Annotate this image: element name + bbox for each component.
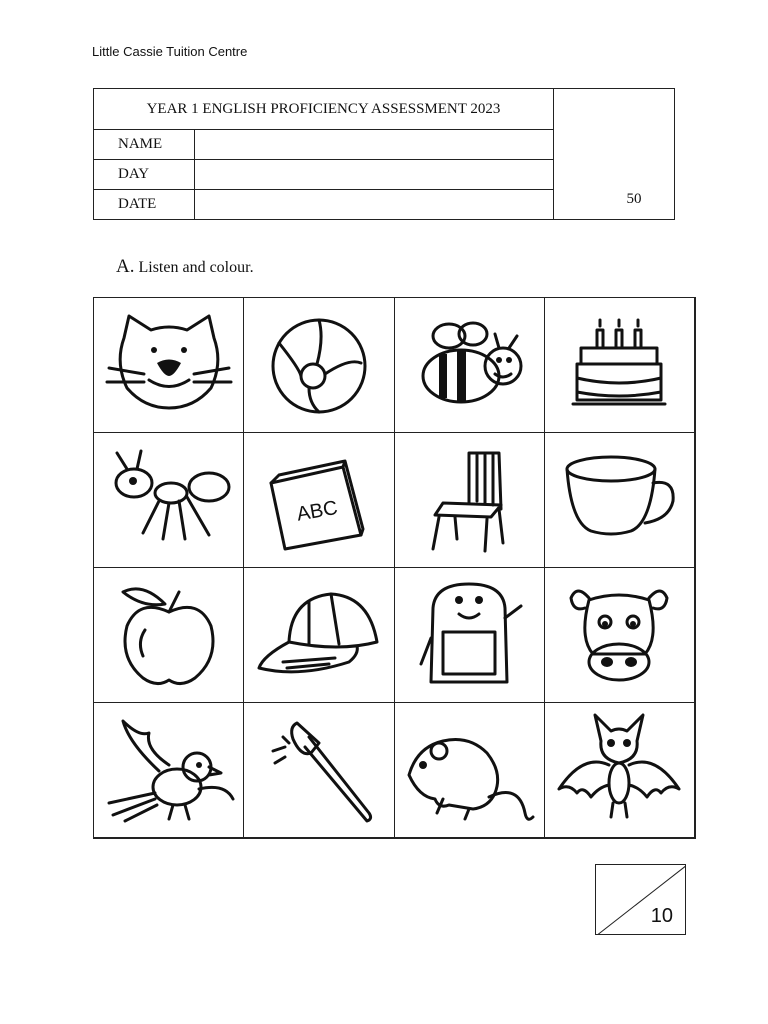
book-icon <box>249 443 389 558</box>
bat-icon <box>549 713 689 828</box>
apple-icon <box>99 578 239 693</box>
bee-icon <box>399 308 539 423</box>
bird-icon <box>99 713 239 828</box>
axe-icon <box>249 713 389 828</box>
cow-icon <box>549 578 689 693</box>
section-a-heading <box>116 256 254 278</box>
picture-cell[interactable] <box>93 567 244 703</box>
section-instruction: Listen and colour. <box>138 259 254 276</box>
picture-grid <box>93 297 696 839</box>
rat-icon <box>399 713 539 828</box>
ball-icon <box>249 308 389 423</box>
chair-icon <box>399 443 539 558</box>
picture-cell[interactable] <box>243 297 394 433</box>
section-letter: A. <box>116 256 135 277</box>
cake-icon <box>549 308 689 423</box>
assessment-title: YEAR 1 ENGLISH PROFICIENCY ASSESSMENT 2023 <box>94 89 554 130</box>
picture-cell[interactable] <box>93 297 244 433</box>
picture-cell[interactable] <box>93 432 244 568</box>
section-score: 10 <box>650 905 673 927</box>
cup-icon <box>549 443 689 558</box>
picture-cell[interactable] <box>394 702 545 838</box>
student-info-table <box>93 88 675 220</box>
picture-cell[interactable] <box>544 297 695 433</box>
total-marks: 50 <box>554 89 675 220</box>
book-label: ABC <box>294 496 340 526</box>
picture-cell[interactable] <box>394 432 545 568</box>
date-field[interactable] <box>195 189 554 219</box>
bag-icon <box>399 578 539 693</box>
picture-cell[interactable] <box>93 702 244 838</box>
picture-cell[interactable] <box>544 432 695 568</box>
name-label: NAME <box>94 130 195 160</box>
picture-cell[interactable] <box>544 567 695 703</box>
section-score-box <box>595 864 686 935</box>
date-label: DATE <box>94 189 195 219</box>
day-label: DAY <box>94 159 195 189</box>
picture-cell[interactable] <box>243 432 394 568</box>
cap-icon <box>249 578 389 693</box>
ant-icon <box>99 443 239 558</box>
school-name: Little Cassie Tuition Centre <box>92 44 248 59</box>
picture-cell[interactable] <box>243 567 394 703</box>
picture-cell[interactable] <box>243 702 394 838</box>
name-field[interactable] <box>195 130 554 160</box>
picture-cell[interactable] <box>394 297 545 433</box>
cat-icon <box>99 308 239 423</box>
picture-cell[interactable] <box>544 702 695 838</box>
picture-cell[interactable] <box>394 567 545 703</box>
day-field[interactable] <box>195 159 554 189</box>
